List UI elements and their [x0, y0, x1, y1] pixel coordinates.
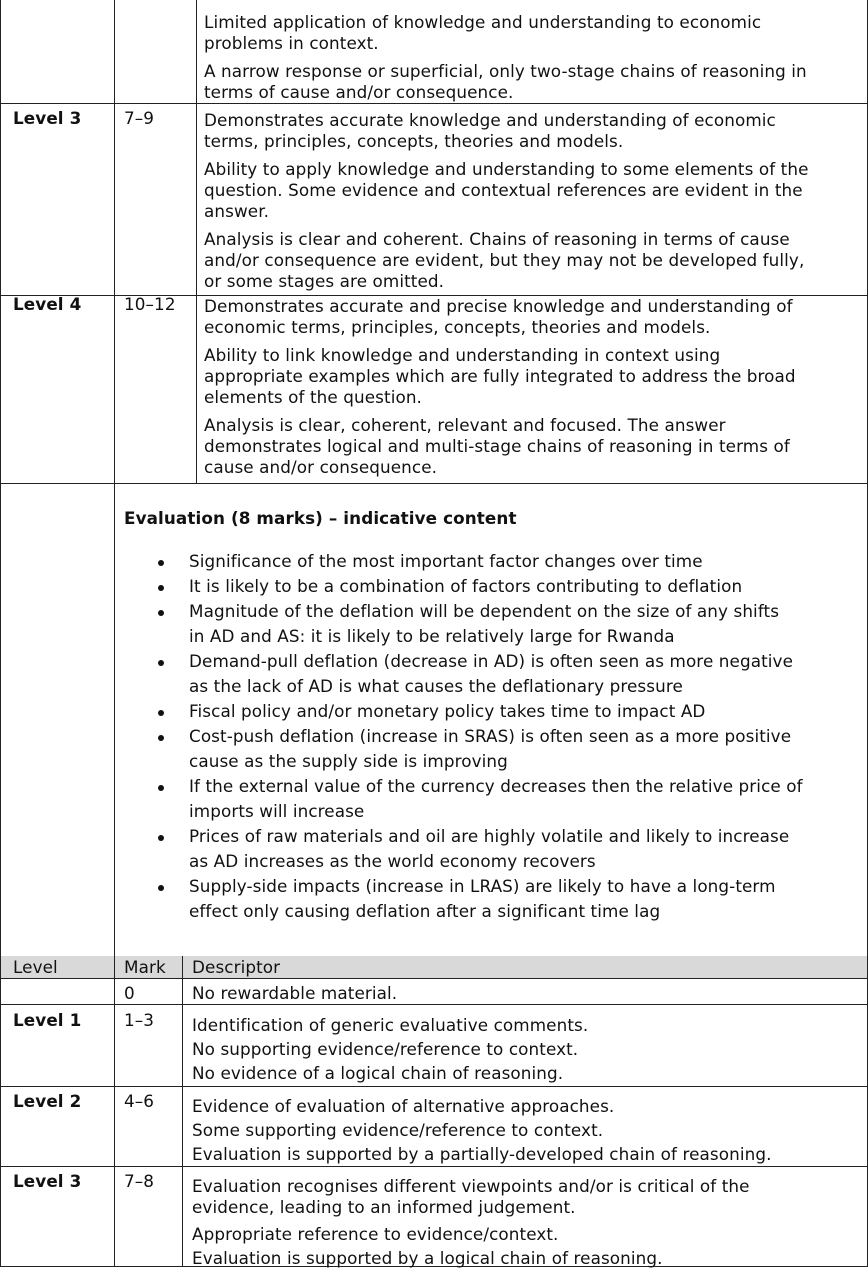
mark-range: 4–6 [124, 1091, 155, 1111]
descriptor-line: No evidence of a logical chain of reasoning. [192, 1063, 564, 1083]
descriptor-line: cause and/or consequence. [204, 457, 438, 477]
bullet-text: in AD and AS: it is likely to be relatively large for Rwanda [189, 626, 675, 646]
bullet-text: If the external value of the currency decreases then the relative price of [189, 776, 803, 796]
descriptor-line: No rewardable material. [192, 983, 398, 1003]
evaluation-heading: Evaluation (8 marks) – indicative content [124, 508, 517, 528]
bullet-text: Prices of raw materials and oil are highly volatile and likely to increase [189, 826, 790, 846]
bullet-text: imports will increase [189, 801, 365, 821]
descriptor-line: Identification of generic evaluative comments. [192, 1015, 589, 1035]
bullet-icon [158, 660, 164, 666]
descriptor-line: problems in context. [204, 33, 379, 53]
descriptor-line: Appropriate reference to evidence/context. [192, 1224, 559, 1244]
row-divider [0, 483, 868, 484]
mark-range: 0 [124, 983, 135, 1003]
bullet-icon [158, 585, 164, 591]
row-divider [0, 1004, 868, 1005]
descriptor-line: Evidence of evaluation of alternative approaches. [192, 1096, 615, 1116]
bullet-text: Fiscal policy and/or monetary policy takes time to impact AD [189, 701, 706, 721]
bullet-text: It is likely to be a combination of factors contributing to deflation [189, 576, 743, 596]
mark-range: 1–3 [124, 1010, 155, 1030]
descriptor-line: evidence, leading to an informed judgement. [192, 1197, 576, 1217]
bullet-icon [158, 610, 164, 616]
bullet-icon [158, 710, 164, 716]
bullet-text: Significance of the most important factor changes over time [189, 551, 703, 571]
header-divider [0, 978, 868, 979]
bullet-text: effect only causing deflation after a significant time lag [189, 901, 661, 921]
descriptor-line: Evaluation is supported by a logical chain of reasoning. [192, 1248, 663, 1268]
descriptor-line: Ability to link knowledge and understanding in context using [204, 345, 721, 365]
row-divider [0, 1086, 868, 1087]
level-label: Level 2 [13, 1091, 82, 1111]
descriptor-line: Demonstrates accurate and precise knowledge and understanding of [204, 296, 793, 316]
descriptor-line: Analysis is clear, coherent, relevant and focused. The answer [204, 415, 726, 435]
descriptor-line: demonstrates logical and multi-stage chains of reasoning in terms of [204, 436, 790, 456]
descriptor-line: No supporting evidence/reference to context. [192, 1039, 579, 1059]
descriptor-line: Demonstrates accurate knowledge and understanding of economic [204, 110, 776, 130]
descriptor-line: appropriate examples which are fully integrated to address the broad [204, 366, 796, 386]
bullet-icon [158, 835, 164, 841]
descriptor-line: Evaluation recognises different viewpoints and/or is critical of the [192, 1176, 750, 1196]
bullet-text: as AD increases as the world economy recovers [189, 851, 596, 871]
left-border [0, 0, 1, 1266]
descriptor-line: and/or consequence are evident, but they may not be developed fully, [204, 250, 805, 270]
mark-range: 10–12 [124, 294, 176, 314]
mark-descriptor-divider [196, 0, 197, 484]
descriptor-line: elements of the question. [204, 387, 422, 407]
mark-range: 7–9 [124, 108, 155, 128]
bullet-icon [158, 785, 164, 791]
column-header-mark: Mark [124, 957, 166, 977]
descriptor-line: Analysis is clear and coherent. Chains of reasoning in terms of cause [204, 229, 790, 249]
bullet-text: as the lack of AD is what causes the deflationary pressure [189, 676, 683, 696]
bullet-icon [158, 560, 164, 566]
descriptor-line: or some stages are omitted. [204, 271, 445, 291]
level-mark-divider [114, 0, 115, 956]
descriptor-line: Some supporting evidence/reference to context. [192, 1120, 604, 1140]
row-divider [0, 103, 868, 104]
bullet-icon [158, 885, 164, 891]
mark-range: 7–8 [124, 1171, 155, 1191]
descriptor-line: question. Some evidence and contextual references are evident in the [204, 180, 803, 200]
descriptor-line: Limited application of knowledge and understanding to economic [204, 12, 762, 32]
descriptor-line: terms, principles, concepts, theories and models. [204, 131, 624, 151]
level-label: Level 1 [13, 1010, 82, 1030]
bullet-icon [158, 735, 164, 741]
level-label: Level 4 [13, 294, 82, 314]
column-header-descriptor: Descriptor [192, 957, 281, 977]
bullet-text: Demand-pull deflation (decrease in AD) is often seen as more negative [189, 651, 793, 671]
column-header-level: Level [13, 957, 58, 977]
descriptor-line: A narrow response or superficial, only two-stage chains of reasoning in [204, 61, 807, 81]
descriptor-line: terms of cause and/or consequence. [204, 82, 514, 102]
bullet-text: Magnitude of the deflation will be dependent on the size of any shifts [189, 601, 780, 621]
descriptor-line: Ability to apply knowledge and understanding to some elements of the [204, 159, 809, 179]
bullet-text: Cost-push deflation (increase in SRAS) is often seen as a more positive [189, 726, 792, 746]
level-label: Level 3 [13, 1171, 82, 1191]
bullet-text: cause as the supply side is improving [189, 751, 508, 771]
bullet-text: Supply-side impacts (increase in LRAS) are likely to have a long-term [189, 876, 776, 896]
descriptor-line: answer. [204, 201, 270, 221]
level-mark-divider [114, 956, 115, 1266]
row-divider [0, 1166, 868, 1167]
mark-descriptor-divider [182, 956, 183, 1266]
level-label: Level 3 [13, 108, 82, 128]
descriptor-line: Evaluation is supported by a partially-developed chain of reasoning. [192, 1144, 772, 1164]
descriptor-line: economic terms, principles, concepts, theories and models. [204, 317, 711, 337]
